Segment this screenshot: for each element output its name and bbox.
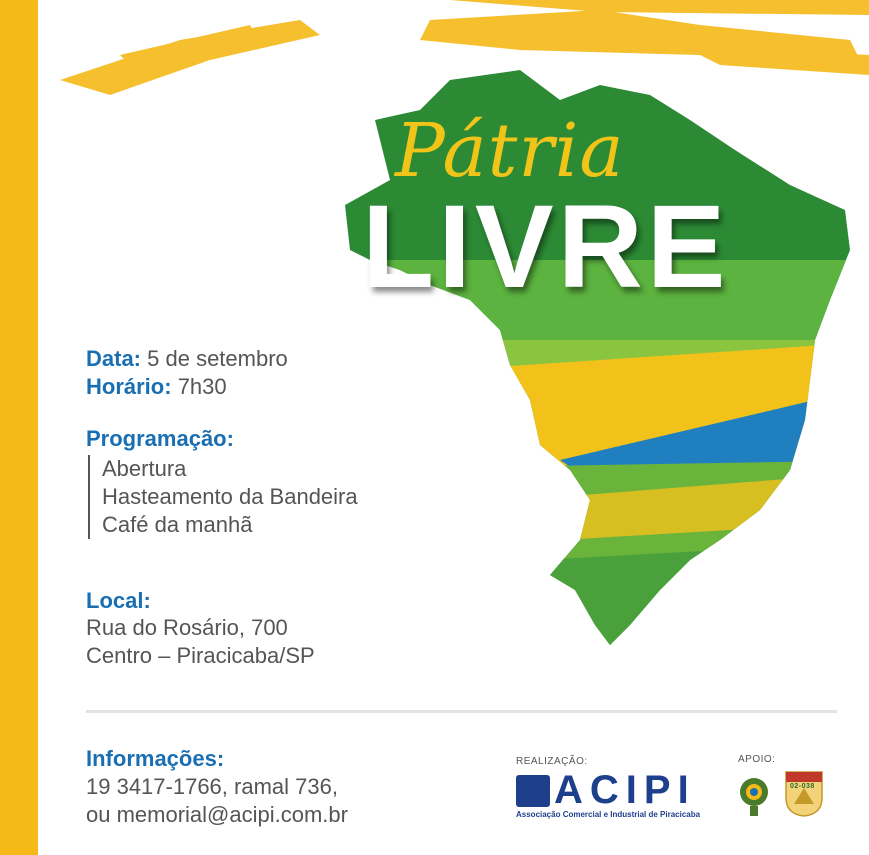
contact-block [86, 745, 348, 829]
program-label: Programação: [86, 426, 234, 451]
contact-email[interactable]: ou memorial@acipi.com.br [86, 802, 348, 827]
location-heading [86, 588, 151, 614]
program-item: Abertura [102, 456, 187, 481]
acipi-logo [516, 768, 712, 819]
location-line1: Rua do Rosário, 700 [86, 615, 288, 640]
program-heading [86, 426, 234, 452]
location-line2: Centro – Piracicaba/SP [86, 643, 315, 668]
title-livre: LIVRE [362, 181, 730, 313]
contact-label: Informações: [86, 746, 225, 771]
date-line [86, 346, 288, 372]
location-label: Local: [86, 588, 151, 613]
date-value: 5 de setembro [147, 346, 288, 371]
program-list [88, 455, 358, 539]
time-line [86, 374, 227, 400]
program-item: Hasteamento da Bandeira [102, 484, 358, 509]
program-item: Café da manhã [102, 512, 253, 537]
acipi-name: ACIPI [554, 768, 696, 812]
title-patria: Pátria [395, 108, 625, 194]
tg-badge-code: 02-038 [790, 783, 815, 790]
time-value: 7h30 [177, 374, 227, 399]
contact-phone: 19 3417-1766, ramal 736, [86, 774, 338, 799]
tg-badge-icon [784, 770, 824, 818]
apoio-label: APOIO: [738, 754, 776, 765]
army-emblem-icon [736, 770, 772, 818]
realizacao-label: REALIZAÇÃO: [516, 756, 588, 767]
acipi-full-name: Associação Comercial e Industrial de Piracicaba [516, 810, 701, 819]
time-label: Horário: [86, 374, 172, 399]
acipi-emblem-icon [516, 775, 550, 807]
date-label: Data: [86, 346, 142, 371]
divider [86, 710, 837, 713]
